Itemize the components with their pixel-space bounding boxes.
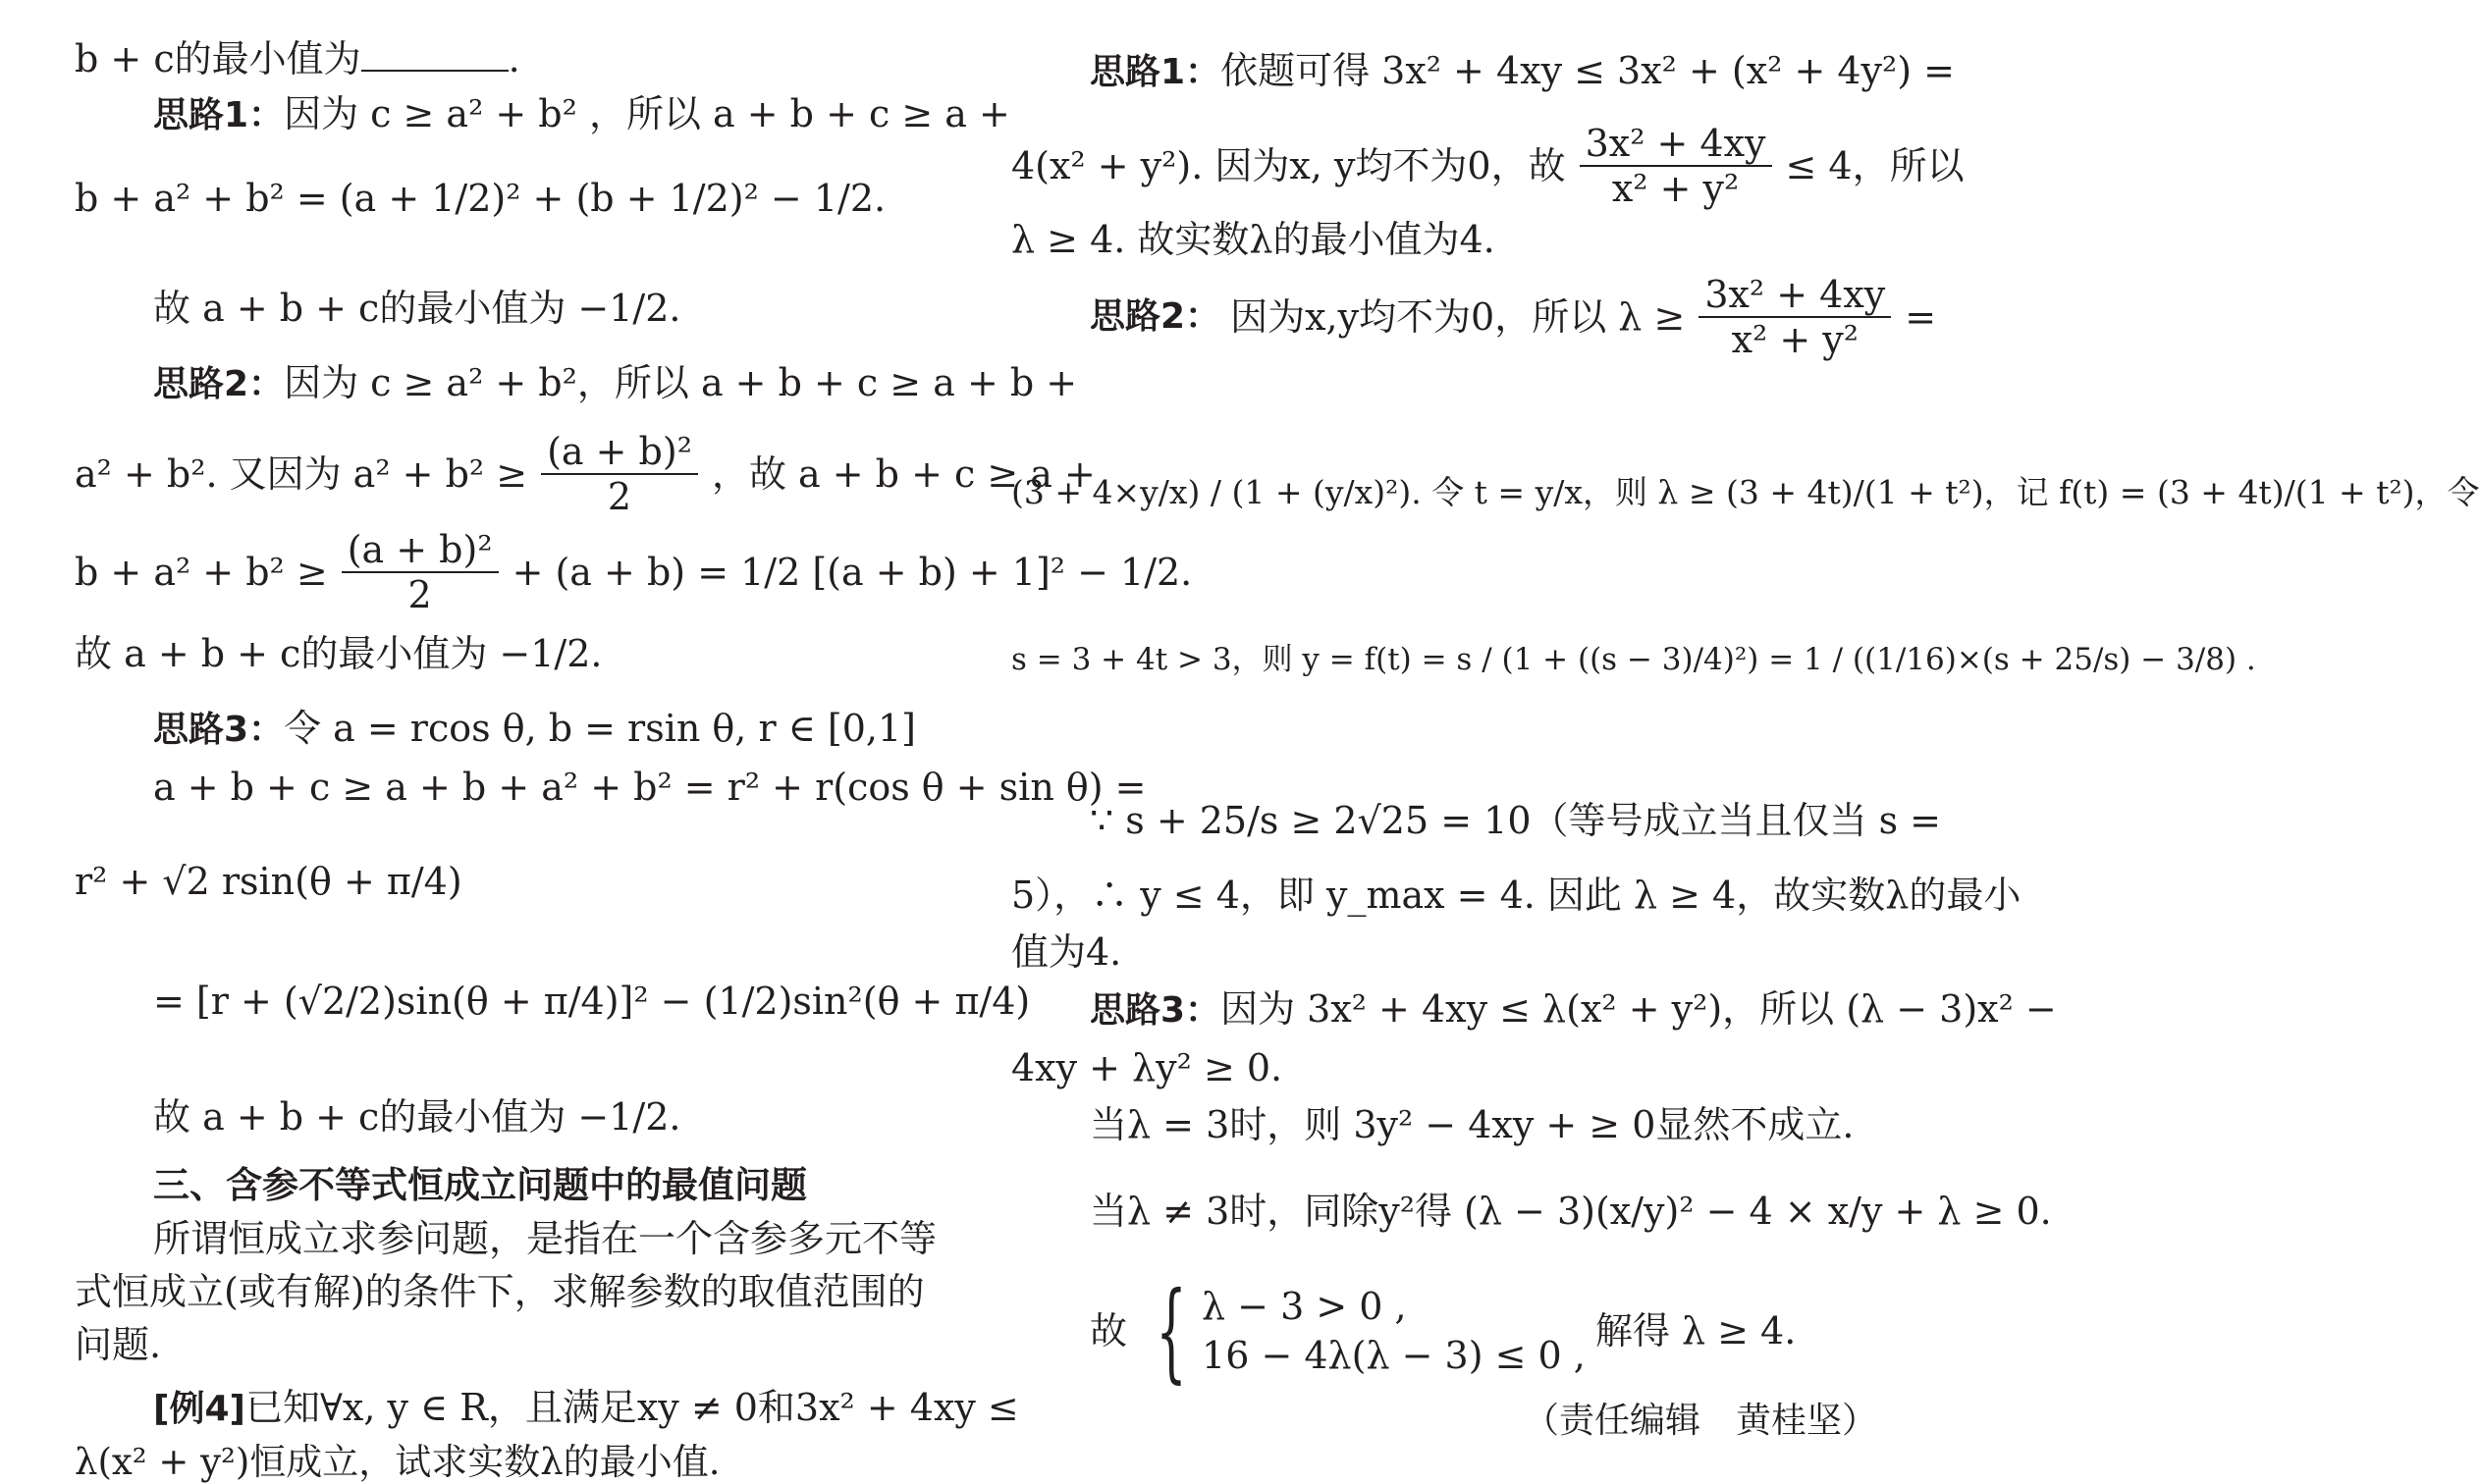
r-method-3-line-1: 思路3：因为 3x² + 4xy ≤ λ(x² + y²)，所以 (λ − 3)x² − (1090, 987, 2057, 1031)
section-3-title: 三、含参不等式恒成立问题中的最值问题 (153, 1164, 807, 1206)
case-1: λ − 3 > 0 , (1202, 1285, 1407, 1328)
answer-blank (361, 40, 509, 72)
method-3-line-4: = [r + (√2/2)sin(θ + π/4)]² − (1/2)sin²(θ + π/4) (153, 980, 1031, 1023)
method-1-line-1: 思路1：因为 c ≥ a² + b² ，所以 a + b + c ≥ a + (153, 92, 1010, 135)
r-method-2-line-1: 思路2： 因为x,y均不为0，所以 λ ≥ $\frac{\text{3x² + 4xy}}{\text{x² + y²}}$ = (1090, 273, 1937, 361)
section-3-paragraph-line-2: 式恒成立(或有解)的条件下，求解参数的取值范围的 (75, 1270, 925, 1313)
r-method-2-line-2: (3 + 4×y/x) / (1 + (y/x)²). 令 t = y/x，则 λ ≥ (3 + 4t)/(1 + t²)，记 f(t) = (3 + 4t)/(1 + t²)，令 (1011, 473, 2480, 511)
section-3-paragraph-line-1: 所谓恒成立求参问题，是指在一个含参多元不等 (153, 1217, 938, 1260)
r-method-3-line-4: 当λ ≠ 3时，同除y²得 (λ − 3)(x/y)² − 4 × x/y + λ ≥ 0. (1090, 1190, 2052, 1233)
method-1-label: 思路1： (153, 95, 285, 135)
r-method-2-line-6: 值为4. (1011, 930, 1122, 974)
method-2-line-1: 思路2：因为 c ≥ a² + b²，所以 a + b + c ≥ a + b + (153, 361, 1078, 404)
r-method-3-label: 思路3： (1090, 990, 1221, 1031)
r-method-2-line-3: s = 3 + 4t > 3，则 y = f(t) = s / (1 + ((s − 3)/4)²) = 1 / ((1/16)×(s + 25/s) − 3/8) . (1011, 642, 2256, 677)
case-list (1202, 1282, 1586, 1380)
method-1-line-2: b + a² + b² = (a + 1/2)² + (b + 1/2)² − 1/2. (75, 177, 887, 220)
section-3-paragraph-line-3: 问题. (75, 1323, 162, 1366)
case-2: 16 − 4λ(λ − 3) ≤ 0 , (1202, 1334, 1586, 1377)
r-method-3-line-3: 当λ = 3时，则 3y² − 4xy + ≥ 0显然不成立. (1090, 1103, 1855, 1146)
r-method-2-label: 思路2： (1090, 296, 1221, 337)
r-method-2-line-5: 5），∴ y ≤ 4，即 y_max = 4. 因此 λ ≥ 4，故实数λ的最小 (1011, 874, 2022, 917)
r-method-3-cases: 故 { λ − 3 > 0 , 16 − 4λ(λ − 3) ≤ 0 , 解得 λ ≥ 4. (1090, 1268, 1797, 1394)
method-3-line-3: r² + √2 rsin(θ + π/4) (75, 860, 462, 903)
method-3-conclusion: 故 a + b + c的最小值为 −1/2. (153, 1095, 681, 1139)
r-method-1-label: 思路1： (1090, 52, 1221, 92)
method-2-line-3: b + a² + b² ≥ $\frac{\text{(a + b)²}}{2}$ + (a + b) = 1/2 [(a + b) + 1]² − 1/2. (75, 528, 1193, 616)
left-brace: { (1156, 1268, 1187, 1394)
problem-tail: b + c的最小值为 . (75, 37, 520, 80)
fraction: $\frac{\text{3x² + 4xy}}{\text{x² + y²}}$ (1698, 273, 1891, 361)
example-4-label: [例4] (153, 1389, 245, 1429)
fraction: $\frac{\text{3x² + 4xy}}{\text{x² + y²}}$ (1580, 122, 1772, 210)
fraction: $\frac{\text{(a + b)²}}{2}$ (342, 528, 499, 616)
r-method-2-line-4: ∵ s + 25/s ≥ 2√25 = 10（等号成立当且仅当 s = (1090, 799, 1942, 842)
method-2-conclusion: 故 a + b + c的最小值为 −1/2. (75, 632, 603, 675)
r-method-3-line-2: 4xy + λy² ≥ 0. (1011, 1046, 1283, 1089)
method-2-label: 思路2： (153, 364, 285, 404)
fraction: $\frac{\text{(a + b)²}}{2}$ (541, 430, 698, 518)
editor-credit: （责任编辑 黄桂坚） (1523, 1401, 1877, 1441)
method-3-label: 思路3： (153, 710, 285, 750)
r-method-1-line-2: 4(x² + y²). 因为x, y均不为0，故 $\frac{\text{3x² + 4xy}}{\text{x² + y²}}$ ≤ 4，所以 (1011, 122, 1965, 210)
example-4-line-1: [例4]已知∀x, y ∈ R，且满足xy ≠ 0和3x² + 4xy ≤ (153, 1386, 1019, 1429)
example-4-line-2: λ(x² + y²)恒成立，试求实数λ的最小值. (75, 1441, 721, 1483)
r-method-1-conclusion: λ ≥ 4. 故实数λ的最小值为4. (1011, 218, 1495, 261)
method-1-conclusion: 故 a + b + c的最小值为 −1/2. (153, 287, 681, 330)
method-3-line-1: 思路3：令 a = rcos θ, b = rsin θ, r ∈ [0,1] (153, 707, 917, 750)
method-2-line-2: a² + b². 又因为 a² + b² ≥ $\frac{\text{(a + b)²}}{2}$ ，故 a + b + c ≥ a + (75, 430, 1096, 518)
r-method-1-line-1: 思路1：依题可得 3x² + 4xy ≤ 3x² + (x² + 4y²) = (1090, 49, 1956, 92)
method-3-line-2: a + b + c ≥ a + b + a² + b² = r² + r(cos θ + sin θ) = (153, 766, 1147, 809)
